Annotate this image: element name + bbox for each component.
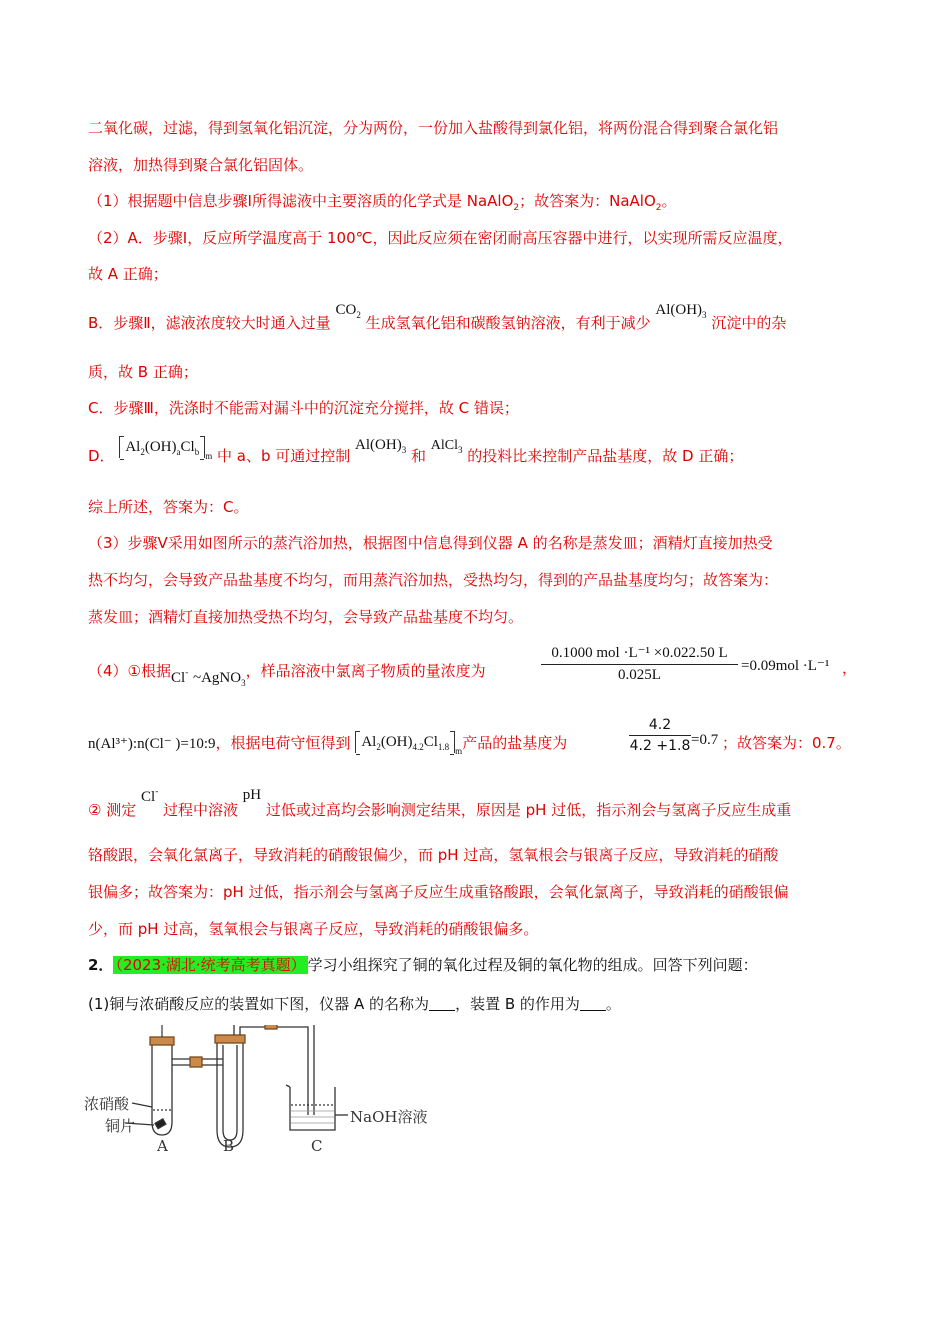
answer-q2-summary: 综上所述，答案为：C。 [88, 498, 249, 516]
answer-q4-p2-end: 过低或过高均会影响测定结果，原因是 pH 过低，指示剂会与氢离子反应生成重 [265, 801, 792, 819]
sub1-pre: (1)铜与浓硝酸反应的装置如下图，仪器 A 的名称为 [88, 995, 430, 1013]
question-number: 2． [88, 956, 114, 974]
formula-cl-ion: Cl- [171, 667, 189, 686]
apparatus-diagram [80, 1025, 440, 1160]
subscript: 2 [655, 203, 662, 213]
formula-alcl3: AlCl$_3$ [430, 438, 463, 455]
label-c: C [311, 1137, 323, 1155]
answer-q2-b-mid: 生成氢氧化铝和碳酸氢钠溶液，有利于减少 [365, 314, 651, 332]
label-concentrated-nitric-acid: 浓硝酸 [84, 1095, 130, 1113]
answer-q2-d-pre: D． [88, 447, 115, 465]
answer-q4-ratio-mid2: 产品的盐基度为 [462, 734, 568, 752]
answer-q2-b-line2: 质，故 B 正确； [88, 363, 198, 381]
answer-q2-d-mid: 中 a、b 可通过控制 [216, 447, 351, 465]
concentration-fraction [541, 643, 738, 684]
question-2-stem [88, 955, 758, 975]
answer-q4-line2 [88, 733, 567, 759]
answer-q3-line: 蒸发皿；酒精灯直接加热受热不均匀，会导致产品盐基度不均匀。 [88, 608, 524, 626]
formula-cl-ion: Cl- [141, 786, 159, 805]
answer-q3-line: （3）步骤Ⅴ采用如图所示的蒸汽浴加热，根据图中信息得到仪器 A 的名称是蒸发皿；酒精灯直接加热受 [88, 534, 773, 552]
label-copper-piece: 铜片 [105, 1117, 136, 1135]
basicity-fraction [629, 717, 691, 754]
answer-q1-mid: ；故答案为：NaAlO [519, 192, 656, 210]
answer-q2-d-and: 和 [410, 447, 426, 465]
formula-agno3: ~AgNO$_3$ [192, 670, 246, 688]
answer-q1-text: （1）根据题中信息步骤Ⅰ所得滤液中主要溶质的化学式是 NaAlO [88, 192, 514, 210]
answer-q2-a-line: （2）A．步骤Ⅰ，反应所学温度高于 100℃，因此反应须在密闭耐高压容器中进行，以实现所需反应温度， [88, 229, 793, 247]
formula-product: $Al_2(OH)_{4.2}Cl_{1.8}$ [355, 731, 455, 753]
sub1-end: 。 [605, 995, 621, 1013]
answer-q2-a-line: 故 A 正确； [88, 265, 168, 283]
stopper-a [150, 1037, 174, 1045]
subscript: m [205, 451, 213, 461]
rubber-tube-ab [190, 1057, 202, 1067]
answer-q1 [88, 191, 677, 218]
answer-q2-c: C．步骤Ⅲ，洗涤时不能需对漏斗中的沉淀充分搅拌，故 C 错误； [88, 399, 519, 417]
fraction-denominator: 0.025L [618, 667, 661, 683]
answer-q4-p2-line: 铬酸跟，会氧化氯离子，导致消耗的硝酸银偏少，而 pH 过高，氢氧根会与银离子反应，导致消耗的硝酸 [88, 846, 779, 864]
answer-q4-p2-line: 银偏多；故答案为：pH 过低，指示剂会与氢离子反应生成重铬酸跟，会氧化氯离子，导致消耗的硝酸银偏 [88, 883, 789, 901]
label-b: B [223, 1137, 235, 1155]
formula-aloh3: $Al(OH)_3$ [655, 302, 707, 320]
answer-q4-part2 [88, 786, 792, 821]
answer-paragraph-line: 溶液，加热得到聚合氯化铝固体。 [88, 156, 314, 174]
comma: ， [842, 659, 858, 677]
answer-q2-d [88, 437, 744, 472]
answer-paragraph-line: 二氧化碳，过滤，得到氢氧化铝沉淀，分为两份，一份加入盐酸得到氯化铝，将两份混合得到聚合氯化铝 [88, 119, 779, 137]
answer-q4-ratio-mid: ，根据电荷守恒得到 [215, 734, 351, 752]
answer-q3-line: 热不均匀，会导致产品盐基度不均匀，而用蒸汽浴加热，受热均匀，得到的产品盐基度均匀；故答案为： [88, 571, 779, 589]
concentration-result: =0.09mol ·L⁻¹ [741, 658, 830, 674]
answer-q4-line1 [88, 656, 486, 687]
answer-q4-p2-line: 少，而 pH 过高，氢氧根会与银离子反应，导致消耗的硝酸银偏多。 [88, 920, 539, 938]
formula-aloh3: $Al(OH)_3$ [355, 437, 407, 455]
answer-q2-b-pre: B．步骤Ⅱ，滤液浓度较大时通入过量 [88, 314, 331, 332]
formula-co2: $CO_2$ [335, 302, 361, 320]
answer-q1-end: 。 [661, 192, 677, 210]
answer-q4-mid: ，样品溶液中氯离子物质的量浓度为 [245, 662, 486, 680]
ph-symbol: pH [242, 787, 262, 803]
copper-piece [155, 1119, 166, 1129]
ion-ratio: n(Al³⁺):n(Cl⁻ )=10:9 [88, 736, 216, 752]
answer-q4-ratio-end: ；故答案为：0.7。 [722, 734, 851, 752]
formula-poly-aluminum-chloride: $Al_2(OH)_aCl_b$ [119, 436, 205, 458]
answer-q2-b [88, 302, 787, 339]
subscript: 2 [513, 203, 520, 213]
tube-b [223, 1045, 237, 1140]
rubber-tube-bc [265, 1025, 277, 1029]
answer-q4-p2-pre: ② 测定 [88, 801, 137, 819]
answer-blank[interactable] [429, 996, 455, 1011]
stopper-b [215, 1035, 245, 1043]
question-stem-text: 学习小组探究了铜的氧化过程及铜的氧化物的组成。回答下列问题： [307, 956, 758, 974]
source-tag: （2023·湖北·统考高考真题） [115, 956, 306, 974]
sub1-mid: ，装置 B 的作用为 [455, 995, 580, 1013]
fraction-numerator: 0.1000 mol ·L⁻¹ ×0.022.50 L [541, 643, 738, 665]
fraction-denominator: 4.2 +1.8 [629, 738, 691, 754]
question-2-sub1 [88, 994, 621, 1014]
fraction-numerator: 4.2 [629, 717, 691, 736]
label-a: A [157, 1137, 168, 1155]
answer-blank[interactable] [580, 996, 606, 1011]
answer-q4-p2-mid: 过程中溶液 [162, 801, 238, 819]
answer-q4-pre: （4）①根据 [88, 662, 171, 680]
answer-q2-d-end: 的投料比来控制产品盐基度，故 D 正确； [467, 447, 744, 465]
label-naoh-solution: NaOH溶液 [350, 1108, 428, 1126]
subscript: m [455, 746, 463, 756]
basicity-result: =0.7 [691, 732, 719, 748]
answer-q2-b-end: 沉淀中的杂 [711, 314, 787, 332]
